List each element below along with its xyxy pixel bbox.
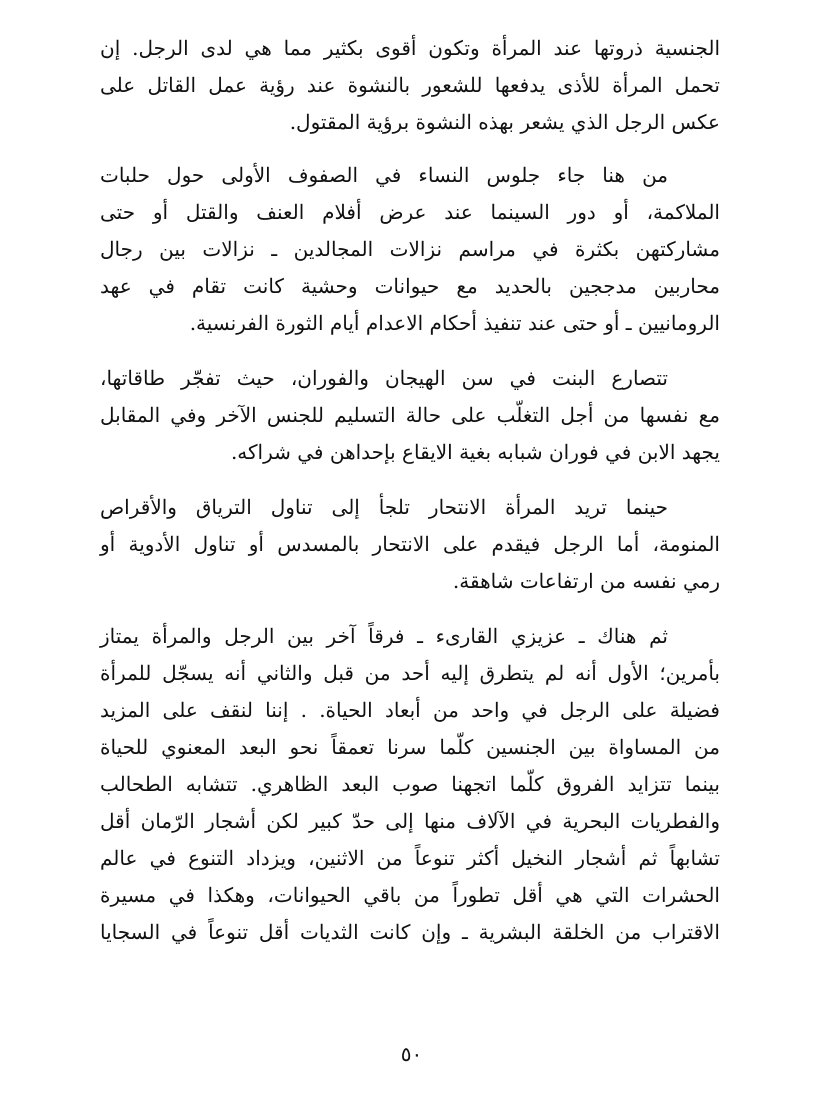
text-line: الاقتراب من الخلقة البشرية ـ وإن كانت الثديات أقل تنوعاً في السجايا <box>100 920 720 944</box>
page-body <box>100 30 720 969</box>
paragraph <box>100 157 720 342</box>
text-line: مشاركتهن بكثرة في مراسم نزالات المجالدين ـ نزالات بين رجال <box>100 237 720 261</box>
text-line: بأمرين؛ الأول أنه لم يتطرق إليه أحد من قبل والثاني أنه يسجّل للمرأة <box>100 661 720 685</box>
text-line: فضيلة على الرجل في واحد من أبعاد الحياة. . إننا لنقف على المزيد <box>100 698 720 722</box>
text-line: والفطريات البحرية في الآلاف منها إلى حدّ كبير لكن أشجار الرّمان أقل <box>100 809 720 833</box>
text-line: الجنسية ذروتها عند المرأة وتكون أقوى بكثير مما هي لدى الرجل. إن <box>100 36 720 60</box>
text-line: تشابهاً ثم أشجار النخيل أكثر تنوعاً من الاثنين، ويزداد التنوع في عالم <box>100 846 720 870</box>
text-line: الحشرات التي هي أقل تطوراً من باقي الحيوانات، وهكذا في مسيرة <box>100 883 720 907</box>
text-line: الملاكمة، أو دور السينما عند عرض أفلام العنف والقتل أو حتى <box>100 200 720 224</box>
text-line: من المساواة بين الجنسين كلّما سرنا تعمقاً نحو البعد المعنوي للحياة <box>100 735 720 759</box>
text-line: من هنا جاء جلوس النساء في الصفوف الأولى حول حلبات <box>100 163 668 187</box>
text-line: ثم هناك ـ عزيزي القارىء ـ فرقاً آخر بين الرجل والمرأة يمتاز <box>100 624 668 648</box>
text-line: تتصارع البنت في سن الهيجان والفوران، حيث تفجّر طاقاتها، <box>100 366 668 390</box>
paragraph <box>100 489 720 600</box>
page-number: ٥٠ <box>400 1042 423 1066</box>
text-line: محاربين مدججين بالحديد مع حيوانات وحشية كانت تقام في عهد <box>100 274 720 298</box>
text-line: الرومانيين ـ أو حتى عند تنفيذ أحكام الاعدام أيام الثورة الفرنسية. <box>189 311 720 335</box>
text-line: بينما تتزايد الفروق كلّما اتجهنا صوب البعد الظاهري. تتشابه الطحالب <box>100 772 720 796</box>
text-line: تحمل المرأة للأذى يدفعها للشعور بالنشوة عند رؤية عمل القاتل على <box>100 73 720 97</box>
paragraph <box>100 360 720 471</box>
text-line: المنومة، أما الرجل فيقدم على الانتحار بالمسدس أو تناول الأدوية أو <box>100 532 720 556</box>
text-line: يجهد الابن في فوران شبابه بغية الايقاع بإحداهن في شراكه. <box>230 440 720 464</box>
text-line: حينما تريد المرأة الانتحار تلجأ إلى تناول الترياق والأقراص <box>100 495 668 519</box>
paragraph <box>100 30 720 141</box>
paragraph <box>100 618 720 951</box>
text-line: مع نفسها من أجل التغلّب على حالة التسليم للجنس الآخر وفي المقابل <box>100 403 720 427</box>
text-line: رمي نفسه من ارتفاعات شاهقة. <box>452 569 720 593</box>
text-line: عكس الرجل الذي يشعر بهذه النشوة برؤية المقتول. <box>289 110 720 134</box>
